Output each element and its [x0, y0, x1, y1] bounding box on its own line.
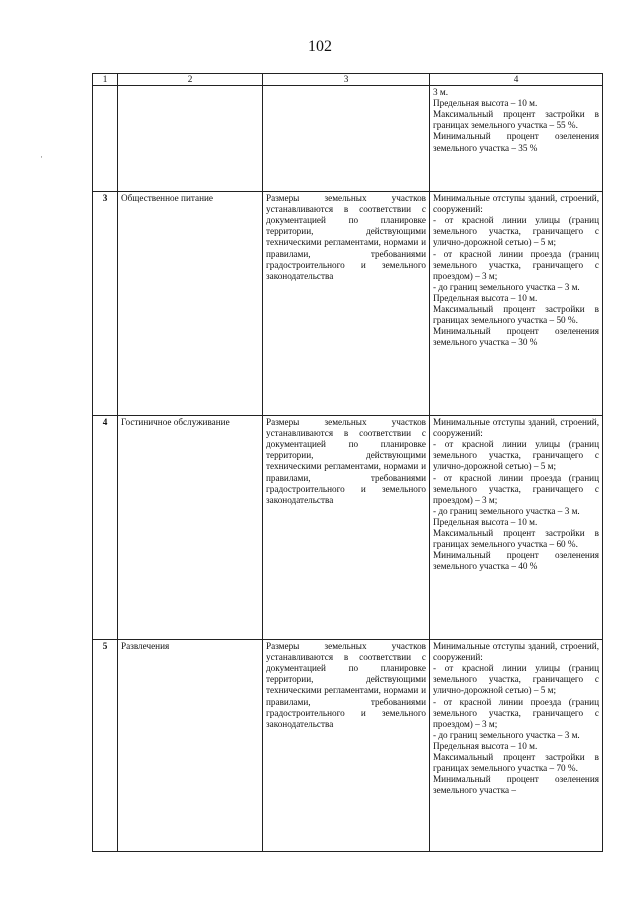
row-params: [430, 192, 603, 416]
header-col-3: 3: [263, 74, 430, 86]
param-setbacks-title: Минимальные отступы зданий, строений, сооружений:: [433, 193, 599, 215]
row-sizes: Размеры земельных участков устанавливаются в соответствии с документацией по планировке территории, действующими техническими регламентами, нормами и правилами, требованиями градостроительного и земельного законодательства: [263, 416, 430, 640]
param-coverage: Максимальный процент застройки в границах земельного участка – 70 %.: [433, 752, 599, 774]
param-to-borders: - до границ земельного участка – 3 м.: [433, 505, 580, 516]
cont-num-cell: [93, 86, 118, 192]
param-coverage: Максимальный процент застройки в границах земельного участка – 60 %.: [433, 528, 599, 550]
param-red-line-passage: - от красной линии проезда (границ земельного участка, граничащего с проездом) – 3 м;: [433, 696, 599, 729]
row-name: Общественное питание: [118, 192, 263, 416]
param-greening: Минимальный процент озеленения земельного участка – 30 %: [433, 326, 599, 348]
header-col-1: 1: [93, 74, 118, 86]
cont-line-greening: Минимальный процент озеленения земельного участка – 35 %: [433, 131, 599, 153]
param-height: Предельная высота – 10 м.: [433, 516, 538, 527]
row-sizes: Размеры земельных участков устанавливаются в соответствии с документацией по планировке территории, действующими техническими регламентами, нормами и правилами, требованиями градостроительного и земельного законодательства: [263, 640, 430, 852]
param-greening: Минимальный процент озеленения земельного участка – 40 %: [433, 550, 599, 572]
param-to-borders: - до границ земельного участка – 3 м.: [433, 729, 580, 740]
cont-params-cell: [430, 86, 603, 192]
param-red-line-passage: - от красной линии проезда (границ земельного участка, граничащего с проездом) – 3 м;: [433, 472, 599, 505]
row-sizes: Размеры земельных участков устанавливаются в соответствии с документацией по планировке территории, действующими техническими регламентами, нормами и правилами, требованиями градостроительного и земельного законодательства: [263, 192, 430, 416]
table-row: [93, 640, 603, 852]
param-height: Предельная высота – 10 м.: [433, 740, 538, 751]
row-number: 4: [93, 416, 118, 640]
param-to-borders: - до границ земельного участка – 3 м.: [433, 281, 580, 292]
param-greening: Минимальный процент озеленения земельного участка –: [433, 774, 599, 796]
param-red-line-street: - от красной линии улицы (границ земельного участка, граничащего с улично-дорожной сетью) – 5 м;: [433, 439, 599, 472]
table-row-continued: [93, 86, 603, 192]
cont-name-cell: [118, 86, 263, 192]
param-red-line-street: - от красной линии улицы (границ земельного участка, граничащего с улично-дорожной сетью) – 5 м;: [433, 663, 599, 696]
param-red-line-street: - от красной линии улицы (границ земельного участка, граничащего с улично-дорожной сетью) – 5 м;: [433, 215, 599, 248]
row-number: 5: [93, 640, 118, 852]
cont-line-height: Предельная высота – 10 м.: [433, 98, 538, 109]
row-name: Развлечения: [118, 640, 263, 852]
table-row: [93, 192, 603, 416]
row-name: Гостиничное обслуживание: [118, 416, 263, 640]
header-col-2: 2: [118, 74, 263, 86]
table-row: [93, 416, 603, 640]
param-red-line-passage: - от красной линии проезда (границ земельного участка, граничащего с проездом) – 3 м;: [433, 248, 599, 281]
header-row: [93, 74, 603, 86]
cont-sizes-cell: [263, 86, 430, 192]
margin-mark: ·: [40, 152, 43, 162]
cont-line-coverage: Максимальный процент застройки в границах земельного участка – 55 %.: [433, 109, 599, 131]
header-col-4: 4: [430, 74, 603, 86]
row-number: 3: [93, 192, 118, 416]
row-params: [430, 640, 603, 852]
param-setbacks-title: Минимальные отступы зданий, строений, сооружений:: [433, 417, 599, 439]
param-coverage: Максимальный процент застройки в границах земельного участка – 50 %.: [433, 304, 599, 326]
row-params: [430, 416, 603, 640]
param-height: Предельная высота – 10 м.: [433, 292, 538, 303]
regulations-table: [92, 73, 603, 852]
param-setbacks-title: Минимальные отступы зданий, строений, сооружений:: [433, 641, 599, 663]
cont-line-borders: 3 м.: [433, 87, 449, 98]
page-number: 102: [308, 38, 332, 55]
